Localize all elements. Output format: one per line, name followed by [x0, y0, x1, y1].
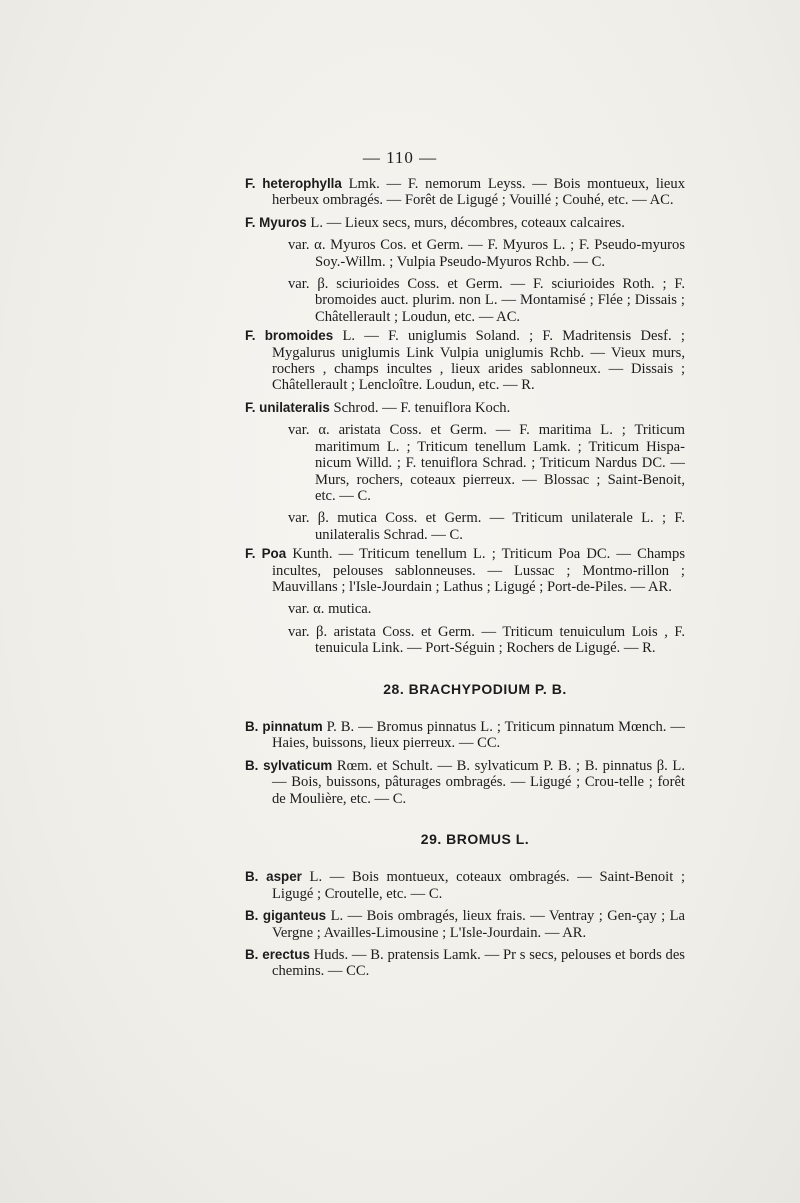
variety-entry: var. β. sciurioides Coss. et Germ. — F. sciurioides Roth. ; F. bromoides auct. plurim. non L. — Montamisé ; Flée ; Dissais ; Châtellerault ; Loudun, etc. — AC.	[288, 276, 685, 325]
variety-entry: var. α. mutica.	[288, 601, 372, 618]
variety-entry: var. β. mutica Coss. et Germ. — Triticum unilaterale L. ; F. unilateralis Schrad. — C.	[288, 510, 685, 543]
brachypodium-entries	[245, 719, 685, 807]
species-description: L. — Lieux secs, murs, décombres, coteaux calcaires.	[306, 214, 625, 231]
species-entry	[245, 546, 685, 595]
species-entry	[245, 758, 685, 807]
species-entry	[245, 947, 685, 980]
species-name: F. bromoides	[245, 328, 334, 344]
variety-entry: var. β. aristata Coss. et Germ. — Triticum tenuiculum Lois , F. tenuicula Link. — Port-Séguin ; Rochers de Ligugé. — R.	[288, 623, 685, 657]
species-entry	[245, 328, 685, 394]
species-name: B. asper	[245, 869, 302, 885]
species-entry	[245, 215, 685, 231]
species-name: F. unilateralis	[245, 399, 330, 415]
species-name: F. Poa	[245, 546, 287, 562]
species-entry	[245, 869, 685, 902]
festuca-entries	[245, 176, 685, 657]
species-name: B. sylvaticum	[245, 757, 333, 773]
genus-heading-brachypodium: 28. BRACHYPODIUM P. B.	[383, 680, 567, 697]
species-description: Kunth. — Triticum tenellum L. ; Triticum Poa DC. — Champs incultes, pelouses sablonneuses. — Lussac ; Montmo-rillon ; Mauvillans ; l'Isle-Jourdain ; Lathus ; Ligugé ; Port-de-Piles. — AR.	[272, 546, 686, 595]
species-entry	[245, 176, 685, 209]
species-entry	[245, 719, 685, 752]
species-entry	[245, 400, 685, 416]
variety-entry: var. α. Myuros Cos. et Germ. — F. Myuros L. ; F. Pseudo-myuros Soy.-Willm. ; Vulpia Pseudo-Myuros Rchb. — C.	[288, 237, 685, 270]
bromus-entries	[245, 869, 685, 979]
species-name: F. Myuros	[245, 214, 307, 230]
species-entry	[245, 908, 685, 941]
species-description: Schrod. — F. tenuiflora Koch.	[329, 399, 511, 416]
page-content	[245, 176, 685, 982]
genus-heading-bromus: 29. BROMUS L.	[420, 831, 530, 847]
species-description: Huds. — B. pratensis Lamk. — Pr s secs, pelouses et bords des chemins. — CC.	[272, 947, 685, 980]
species-name: B. erectus	[245, 947, 310, 963]
species-description: L. — Bois ombragés, lieux frais. — Ventray ; Gen-çay ; La Vergne ; Availles-Limousine ; L'Isle-Jourdain. — AR.	[272, 908, 685, 941]
species-description: P. B. — Bromus pinnatus L. ; Triticum pinnatum Mœnch. — Haies, buissons, lieux pierreux. — CC.	[272, 718, 685, 752]
species-name: B. pinnatum	[245, 718, 323, 734]
species-name: F. heterophylla	[245, 176, 342, 191]
species-name: B. giganteus	[245, 908, 327, 924]
species-description: L. — Bois montueux, coteaux ombragés. — Saint-Benoit ; Ligugé ; Croutelle, etc. — C.	[272, 869, 686, 902]
species-description: L. — F. uniglumis Soland. ; F. Madritensis Desf. ; Mygalurus uniglumis Link Vulpia uniglumis Rchb. — Vieux murs, rochers , champs incultes , lieux arides sablonneux. — Dissais ; Châtellerault ; Lencloître. Loudun, etc. — R.	[272, 328, 685, 394]
species-description: Rœm. et Schult. — B. sylvaticum P. B. ; B. pinnatus β. L. — Bois, buissons, pâturages ombragés. — Ligugé ; Crou-telle ; forêt de Moulière, etc. — C.	[272, 757, 685, 807]
page-number: — 110 —	[362, 148, 438, 167]
species-description: Lmk. — F. nemorum Leyss. — Bois montueux, lieux herbeux ombragés. — Forêt de Ligugé ; Vouillé ; Couhé, etc. — AC.	[272, 176, 685, 209]
variety-entry: var. α. aristata Coss. et Germ. — F. maritima L. ; Triticum maritimum L. ; Triticum tenellum Lamk. ; Triticum Hispa-nicum Willd. ; F. tenuiflora Schrad. ; Triticum Nardus DC. — Murs, rochers, coteaux pierreux. — Blossac ; Saint-Benoit, etc. — C.	[288, 422, 685, 504]
